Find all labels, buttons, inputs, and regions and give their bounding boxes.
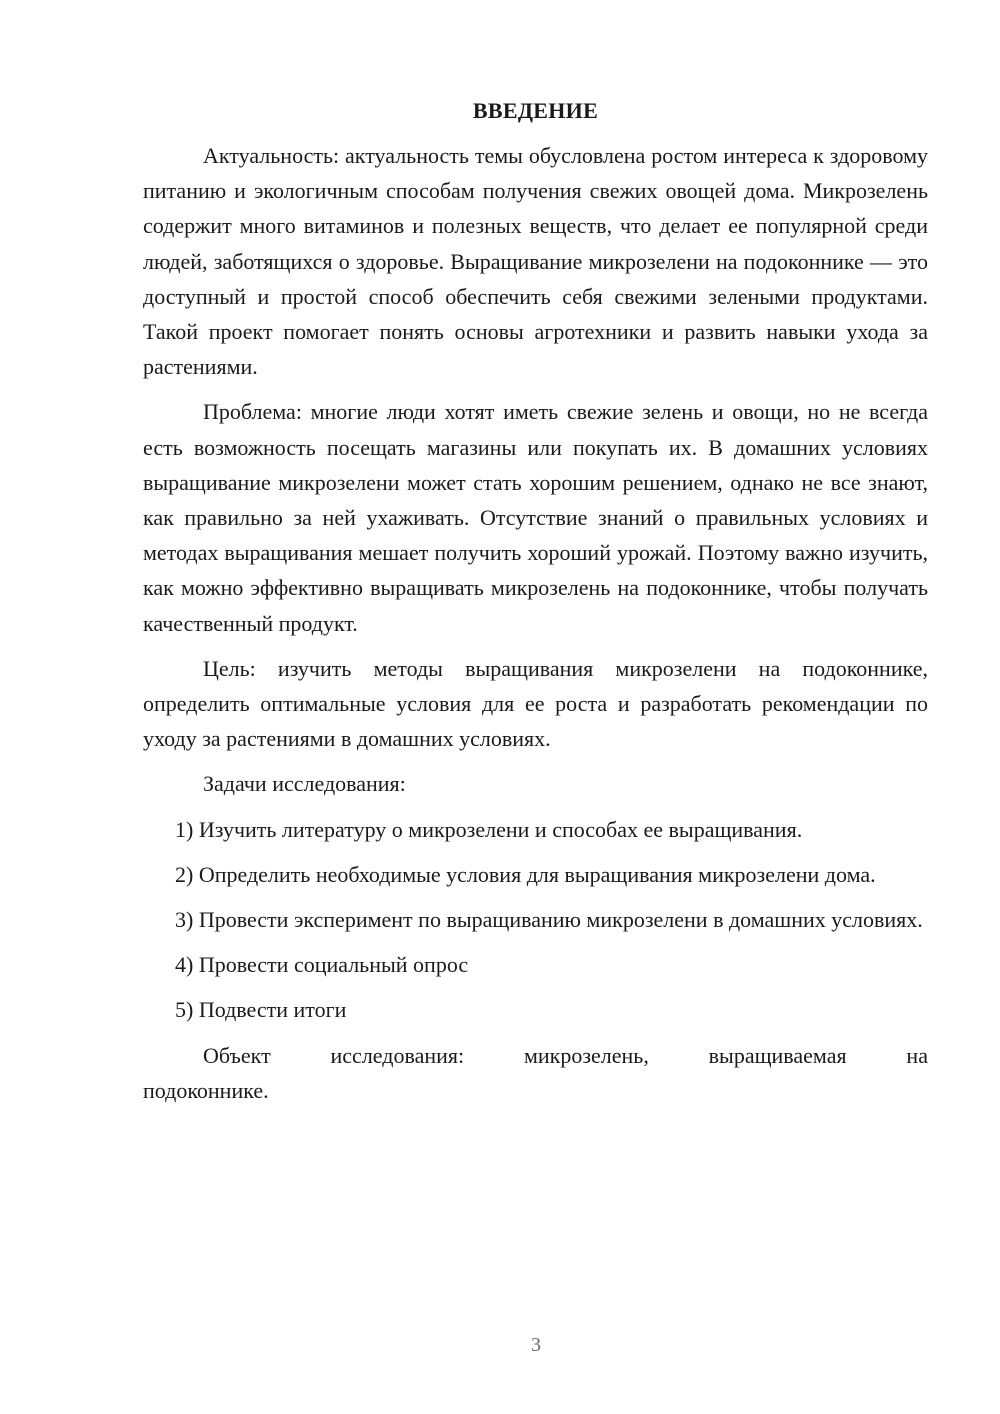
object-tail: подоконнике. — [143, 1077, 269, 1103]
paragraph-relevance: Актуальность: актуальность темы обусловлена ростом интереса к здоровому питанию и экологичным способам получения свежих овощей дома. Микрозелень содержит много витаминов и полезных веществ, что делает ее популярной среди людей, заботящихся о здоровье. Выращивание микрозелени на подоконнике — это доступный и простой способ обеспечить себя свежими зелеными продуктами. Такой проект помогает понять основы агротехники и развить навыки ухода за растениями. — [143, 143, 928, 380]
section-title: ВВЕДЕНИЕ — [472, 98, 599, 123]
paragraph-problem: Проблема: многие люди хотят иметь свежие зелень и овощи, но не всегда есть возможность посещать магазины или покупать их. В домашних условиях выращивание микрозелени может стать хорошим решением, однако не все знают, как правильно за ней ухаживать. Отсутствие знаний о правильных условиях и методах выращивания мешает получить хороший урожай. Поэтому важно изучить, как можно эффективно выращивать микрозелень на подоконнике, чтобы получать качественный продукт. — [143, 399, 928, 636]
paragraph-goal: Цель: изучить методы выращивания микрозелени на подоконнике, определить оптимальные условия для ее роста и разработать рекомендации по уходу за растениями в домашних условиях. — [143, 655, 928, 752]
page-number: 3 — [531, 1334, 541, 1356]
task-item-3: 3) Провести эксперимент по выращиванию микрозелени в домашних условиях. — [175, 907, 923, 933]
paragraph-object — [143, 1038, 928, 1073]
task-item-4: 4) Провести социальный опрос — [175, 952, 469, 978]
object-word: выращиваемая — [708, 1042, 847, 1068]
object-word: Объект — [203, 1042, 271, 1068]
object-word: на — [906, 1042, 928, 1068]
object-word: микрозелень, — [523, 1042, 649, 1068]
task-item-5: 5) Подвести итоги — [175, 997, 347, 1023]
task-item-1: 1) Изучить литературу о микрозелени и способах ее выращивания. — [175, 816, 803, 842]
task-item-2: 2) Определить необходимые условия для выращивания микрозелени дома. — [175, 861, 876, 887]
document-page — [143, 96, 928, 1108]
object-word: исследования: — [330, 1042, 465, 1068]
tasks-heading: Задачи исследования: — [203, 771, 406, 797]
